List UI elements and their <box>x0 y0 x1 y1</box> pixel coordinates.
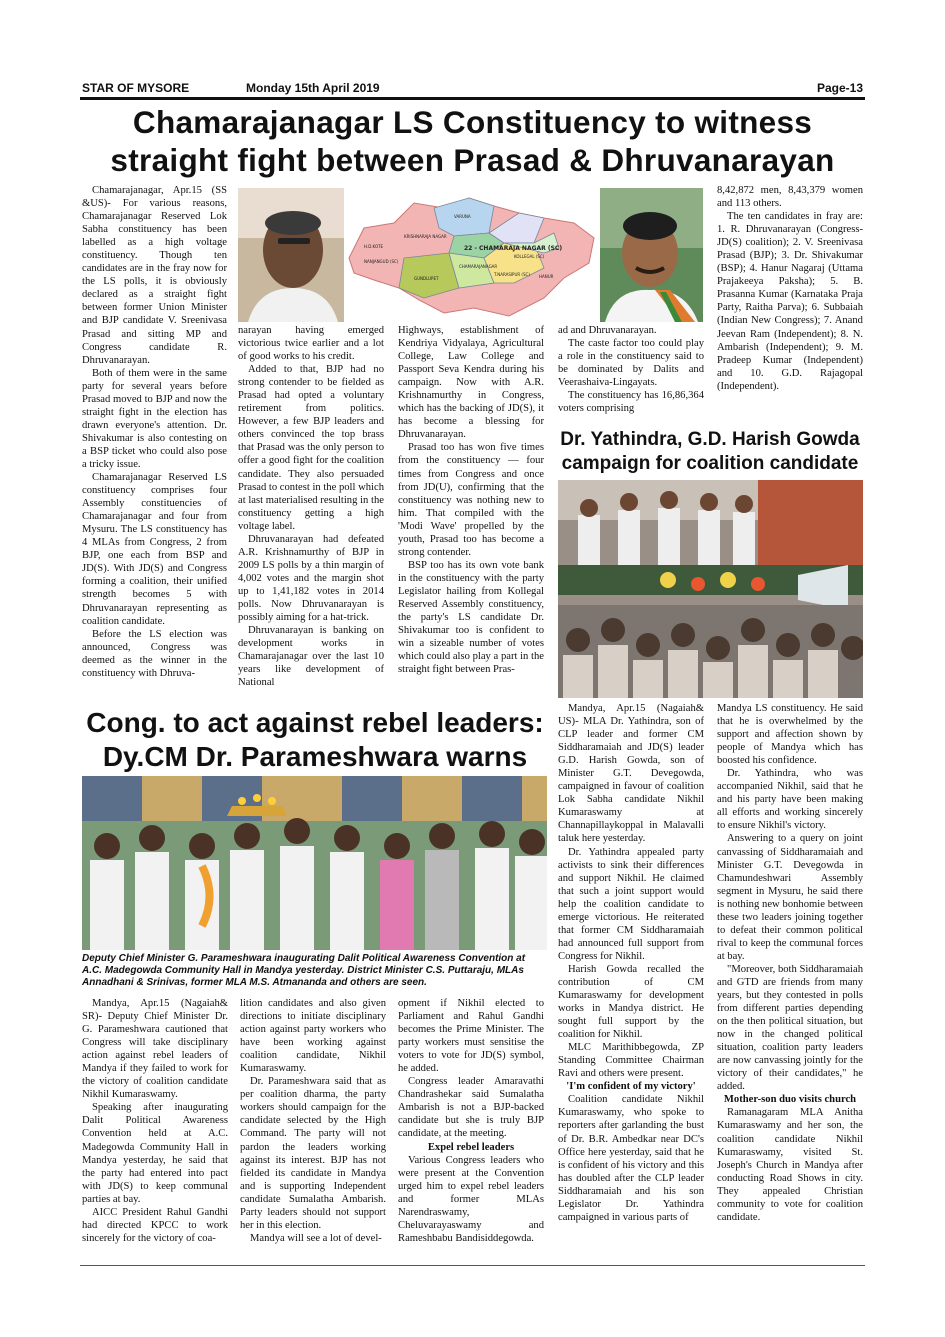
paragraph: Ramanagaram MLA Anitha Kumaraswamy and her son, the coalition candidate Nikhil Kumaraswamy, visited St. Joseph's Church in Mandya after conducting Road Shows in city. They appealed Christian community to vote for coalition candidate. <box>717 1107 863 1223</box>
paragraph: Mandya, Apr.15 (Nagaiah& US)- MLA Dr. Yathindra, son of CLP leader and former CM Siddharamaiah and JD(S) leader G.D. Harish Gowda, son of Minister G.T. Devegowda, campaigned in favour of coalition Lok Sabha candidate Nikhil Kumaraswamy at Channapillaykoppal in Malavalli taluk here yesterday. <box>558 703 704 845</box>
paragraph: Mandya, Apr.15 (Nagaiah& SR)- Deputy Chief Minister Dr. G. Parameshwara cautioned that Congress will take disciplinary action against rebel leaders of Mandya if they failed to work for the victory of coalition candidate Nikhil Kumaraswamy. <box>82 998 228 1101</box>
newspaper-name: STAR OF MYSORE <box>82 81 190 95</box>
candidate: 7. Anand Jeevan Ram (Independent); <box>717 315 863 340</box>
map-label: VARUNA <box>454 214 471 219</box>
paragraph: 8,42,872 men, 8,43,379 women and 113 others. <box>717 185 863 210</box>
page-bottom-rule <box>80 1265 865 1266</box>
story3-column-1 <box>82 997 228 1245</box>
paragraph: Chamarajanagar Reserved LS constituency comprises four Assembly constituencies of Chamarajanagar and four from Mysuru. The LS constituency has 4 MLAs from Congress, 2 from BJP, one each from BSP and JD(S). With JD(S) and Congress forming a coalition, their unified strength becomes 5 with Dhruvanarayan representing as coalition candidate. <box>82 472 227 627</box>
map-label: CHAMARAJANAGAR <box>459 264 498 269</box>
story3-photo-caption: Deputy Chief Minister G. Parameshwara inaugurating Dalit Political Awareness Convention at A.C. Madegowda Community Hall in Mandya yesterday. District Minister C.S. Puttaraju, MLAs Annadhani & Srinivas, former MLA M.S. Atmananda and others are seen. <box>82 953 526 988</box>
story1-column-5 <box>717 184 863 393</box>
paragraph: Answering to a query on joint canvassing of Siddharamaiah and Minister G.T. Devegowda in Chamundeshwari Assembly segment in Mysuru, he said there is nothing new bonhomie between these two leaders joining together to defeat their common political rival to keep the communal forces at bay. <box>717 833 863 962</box>
paragraph: Mandya LS constituency. He said that he is overwhelmed by the support and affection shown by people of Mandya which has boosted his confidence. <box>717 703 863 767</box>
story2-subhead-confident: 'I'm confident of my victory' <box>566 1081 696 1093</box>
paragraph: Coalition candidate Nikhil Kumaraswamy, who spoke to reporters after garlanding the bust of Dr. B.R. Ambedkar near DC's Office here yesterday, said that he is confident of his victory and this has doubled after the CLP leader Siddharamaiah and his son Legislator Dr. Yathindra campaigned in various parts of <box>558 1094 704 1223</box>
masthead-rule <box>80 97 865 100</box>
story2-headline: Dr. Yathindra, G.D. Harish Gowda campaign for coalition candidate <box>560 429 860 474</box>
issue-date: Monday 15th April 2019 <box>246 81 380 95</box>
prasad-photo <box>238 188 344 322</box>
masthead <box>80 78 865 98</box>
dhruvanarayan-photo <box>600 188 703 322</box>
page-number: Page-13 <box>816 81 863 95</box>
map-label: KOLLEGAL (SC) <box>514 254 545 259</box>
paragraph: lition candidates and also given directions to initiate disciplinary action against party workers who have been working against coalition candidate, Nikhil Kumaraswamy. <box>240 998 386 1075</box>
paragraph: Dr. Yathindra, who was accompanied Nikhil, said that he and his party have been making all efforts and working sincerely to ensure Nikhil's victory. <box>717 768 863 832</box>
paragraph: Both of them were in the same party for several years before Prasad moved to BJP and now the straight fight in the election has drawn everyone's attention. Dr. Shivakumar is also contesting on a BSP ticket who could also pose a tricky issue. <box>82 367 227 470</box>
story2-column-1 <box>558 702 704 1224</box>
story2-subhead-church: Mother-son duo visits church <box>723 1094 857 1106</box>
paragraph: The caste factor too could play a role in the constituency said to be dominated by Dalits and Veerashaiva-Lingayats. <box>558 338 704 389</box>
map-label: HANUR <box>539 274 554 279</box>
paragraph: Chamarajanagar, Apr.15 (SS &US)- For various reasons, Chamarajanagar Reserved Lok Sabha constituency has been labelled as a high voltage constituency. Though ten candidates are in the fray now for the LS polls, it is obviously declared as a straight fight between former Union Minister and BJP candidate V. Sreenivasa Prasad and sitting MP and Congress candidate R. Dhruvanarayan. <box>82 185 227 366</box>
paragraph: Dr. Parameshwara said that as per coalition dharma, the party workers should campaign for the candidate selected by the High Command. The party will not pardon the leaders working against its interest. BJP has not fielded its candidate in Mandya and is supporting Independent candidate Sumalatha Ambarish. Party leaders should not support her in this election. <box>240 1076 386 1231</box>
candidate: 1. R. Dhruvanarayan (Congress-JD(S) coalition); <box>717 224 863 249</box>
paragraph: opment if Nikhil elected to Parliament and Rahul Gandhi becomes the Prime Minister. The party workers must sensitise the voters to vote for JD(S) symbol, he added. <box>398 998 544 1075</box>
story3-column-3 <box>398 997 544 1245</box>
campaign-photo <box>558 480 863 698</box>
story2-column-2 <box>717 702 863 1224</box>
map-label: T.NARASIPUR (SC) <box>494 272 530 277</box>
paragraph: Dr. Yathindra appealed party activists to sink their differences and support Nikhil. He claimed that such a joint support would help the coalition candidate to emerge victorious. He reiterated that former CM Siddharamaiah had announced full support from Congress for Nikhil. <box>558 846 704 962</box>
convention-photo <box>82 776 547 950</box>
candidate: 6. Subbaiah (Indian New Congress); <box>717 302 863 327</box>
map-label: 22 - CHAMARAJA NAGAR (SC) <box>464 245 563 252</box>
story1-column-2 <box>238 324 384 689</box>
story3-headline-line2: Dy.CM Dr. Parameshwara warns <box>102 741 528 772</box>
paragraph: narayan having emerged victorious twice earlier and a lot of good works to his credit. <box>238 325 384 363</box>
story3-column-2 <box>240 997 386 1245</box>
story1-headline-line2: straight fight between Prasad & Dhruvanarayan <box>110 142 835 178</box>
paragraph: "Moreover, both Siddharamaiah and GTD are friends from many years, but they contested in polls from different parties depending on the then political situation, but now in the changed political situation, coalition party leaders are now canvassing jointly for the victory of their candidates," he added. <box>717 963 863 1093</box>
candidates-intro: The ten candidates in fray are: <box>727 211 863 223</box>
paragraph: Various Congress leaders who were present at the Convention urged him to expel rebel leaders and former MLAs Narendraswamy, Cheluvarayaswamy and Rameshbabu Bandisiddegowda. <box>398 1154 544 1244</box>
paragraph: Congress leader Amaravathi Chandrashekar said Sumalatha Ambarish is not a BJP-backed candidate but she is truly BJP candidate, at the meeting. <box>398 1076 544 1140</box>
story1-headline-line1: Chamarajanagar LS Constituency to witness <box>132 104 813 140</box>
constituency-map <box>344 188 600 322</box>
candidate: 5. B. Prasanna Kumar (Karnataka Praja Party, Raitha Parva); <box>717 276 863 314</box>
candidate: 9. M. Pradeep Kumar (Independent) and <box>717 341 863 379</box>
paragraph: MLC Marithibbegowda, ZP Standing Committee Chairman Ravi and others were present. <box>558 1042 704 1080</box>
candidate: 10. G.D. Rajagopal (Independent). <box>717 367 863 392</box>
paragraph: BSP too has its own vote bank in the constituency with the party Legislator hailing from Kollegal Reserved Assembly constituency, the party's LS candidate Dr. Shivakumar too is confident to win a sizeable number of votes which could also play a part in the straight fight between Pras- <box>398 559 544 676</box>
story3-subhead-expel: Expel rebel leaders <box>427 1141 515 1153</box>
map-label: NANJANGUD (SC) <box>364 259 399 264</box>
paragraph: Dhruvanarayan is banking on development works in Chamarajanagar over the last 10 years like development of National <box>238 625 384 689</box>
map-label: H.D.KOTE <box>364 244 384 249</box>
story1-headline <box>80 103 865 179</box>
candidate: 3. Dr. Shivakumar (BSP); <box>717 250 863 275</box>
paragraph: Added to that, BJP had no strong contender to be fielded as Prasad had opted a voluntary retirement from politics. However, a few BJP leaders and others convinced the top brass that Prasad was the only person to offer a good fight for the coalition candidate. They also persuaded Prasad to contest in the poll which at last materialised resulting in the constituency getting a high voltage label. <box>238 364 384 532</box>
paragraph: Prasad too has won five times from the constituency — four times from Congress and once from JD(U), confirming that the constituency was nothing new to him. That compiled with the 'Modi Wave' propelled by the youth, Prasad too has become a strong contender. <box>398 442 544 558</box>
paragraph: Highways, establishment of Kendriya Vidyalaya, Agricultural College, Law College and Passport Seva Kendra during his campaign. Now with A.R. Krishnamurthy in Congress, which has the backing of JD(S), it has become a blessing for Dhruvanarayan. <box>398 325 544 441</box>
paragraph: The constituency has 16,86,364 voters comprising <box>558 390 704 415</box>
candidate: 2. V. Sreenivasa Prasad (BJP); <box>717 237 863 262</box>
paragraph: Mandya will see a lot of devel- <box>250 1232 382 1244</box>
story1-column-4 <box>558 324 704 415</box>
paragraph: ad and Dhruvanarayan. <box>558 325 657 336</box>
map-label: KRISHNARAJA NAGAR <box>404 234 447 239</box>
paragraph: Harish Gowda recalled the contribution of CM Kumaraswamy for development works in Mandya district. He sought full support by the coalition for Nikhil. <box>558 963 704 1041</box>
story1-column-1 <box>82 184 227 680</box>
paragraph: Dhruvanarayan had defeated A.R. Krishnamurthy of BJP in 2009 LS polls by a thin margin of 4,002 votes and the margin shot up to 1,41,182 votes in 2014 polls. Now Dhruvanarayan is possibly aiming for a hat-trick. <box>238 533 384 624</box>
paragraph: Speaking after inaugurating Dalit Political Awareness Convention held at A.C. Madegowda Community Hall in Mandya yesterday, he said that the party had entered into pact with JD(S) to keep communal parties at bay. <box>82 1102 228 1205</box>
candidate: 4. Hanur Nagaraj (Uttama Prajakeeya Paksha); <box>717 263 863 288</box>
map-label: GUNDLUPET <box>414 276 439 281</box>
paragraph: Before the LS election was announced, Congress was deemed as the winner in the constituency with Dhruva- <box>82 628 227 679</box>
story3-headline <box>80 706 550 774</box>
story1-column-3 <box>398 324 544 676</box>
paragraph: AICC President Rahul Gandhi had directed KPCC to work sincerely for the victory of coa- <box>82 1206 228 1244</box>
candidate: 8. N. Ambarish (Independent); <box>717 328 863 353</box>
story3-headline-line1: Cong. to act against rebel leaders: <box>86 707 544 738</box>
